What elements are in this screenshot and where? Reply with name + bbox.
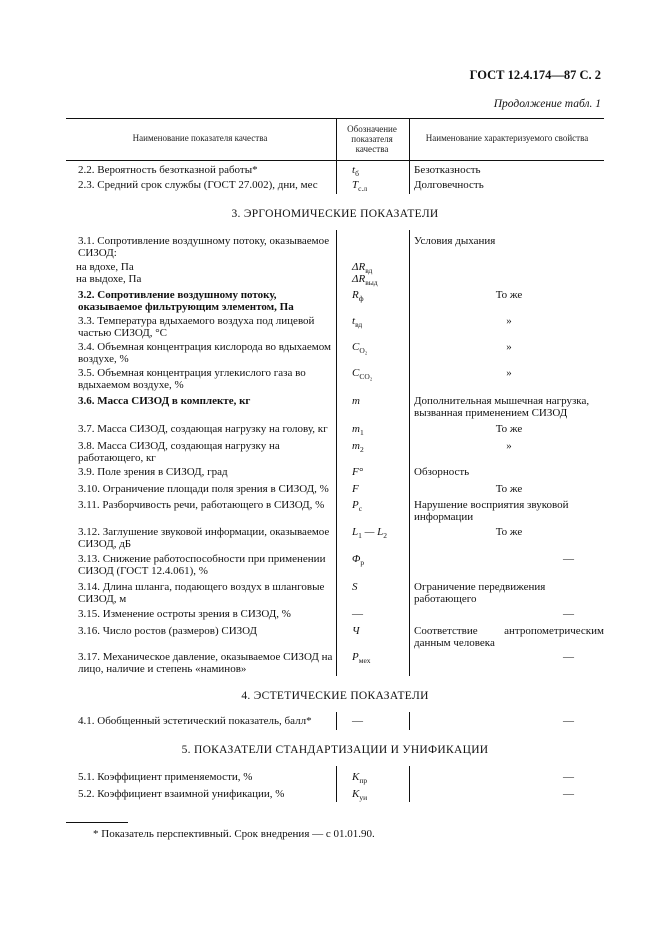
indicator-symbol: $t_б$ [352,164,359,179]
quality-indicator-name: 3.3. Температура вдыхаемого воздуха под лицевой частью СИЗОД, °С [78,315,315,339]
indicator-symbol: $C_{CO_2}$ [352,367,373,382]
characterized-property: — [563,608,574,620]
characterized-property: — [563,715,574,727]
quality-indicator-name: 2.2. Вероятность безотказной работы* [78,164,258,176]
footnote: * Показатель перспективный. Срок внедрения — с 01.01.90. [93,828,375,840]
table-top-rule [66,118,604,119]
quality-indicator-name: 3.13. Снижение работоспособности при применении СИЗОД (ГОСТ 12.4.061), % [78,553,326,577]
quality-indicator-name: 3.5. Объемная концентрация углекислого газа во вдыхаемом воздухе, % [78,367,306,391]
table-vrule [336,766,337,802]
table-continuation-label: Продолжение табл. 1 [493,98,601,110]
characterized-property: Дополнительная мышечная нагрузка, вызванная применением СИЗОД [414,395,590,419]
quality-indicator-name: 3.4. Объемная концентрация кислорода во вдыхаемом воздухе, % [78,341,331,365]
characterized-property: — [563,651,574,663]
characterized-property: » [506,341,512,353]
quality-indicator-name: 3.10. Ограничение площади поля зрения в СИЗОД, % [78,483,329,495]
indicator-symbol: S [352,581,358,593]
quality-indicator-name: 3.14. Длина шланга, подающего воздух в шланговые СИЗОД, м [78,581,325,605]
characterized-property: — [563,553,574,565]
table-vrule [409,766,410,802]
quality-indicator-name: 3.8. Масса СИЗОД, создающая нагрузку на работающего, кг [78,440,280,464]
table-vrule [336,118,337,194]
characterized-property: — [563,788,574,800]
indicator-symbol: $\Delta R_{вд}$ [352,261,373,276]
indicator-symbol: $t_{вд}$ [352,315,363,330]
document-header: ГОСТ 12.4.174—87 С. 2 [469,68,601,82]
quality-indicator-name: 3.16. Число ростов (размеров) СИЗОД [78,625,258,637]
indicator-symbol: $L_1$ — $L_2$ [352,526,388,541]
indicator-symbol: $K_{уи}$ [352,788,368,803]
indicator-symbol: $\Phi_р$ [352,553,365,568]
characterized-property: То же [495,526,523,538]
characterized-property: Безотказность [414,164,481,176]
indicator-symbol: F° [352,466,364,478]
characterized-property: Нарушение восприятия звуковой информации [414,499,569,523]
footnote-rule [66,822,128,823]
quality-indicator-name: 3.12. Заглушение звуковой информации, оказываемое СИЗОД, дБ [78,526,330,550]
table-vrule [409,118,410,194]
table-header-rule [66,160,604,161]
section-heading: 5. ПОКАЗАТЕЛИ СТАНДАРТИЗАЦИИ И УНИФИКАЦИИ [181,744,489,756]
section-heading: 4. ЭСТЕТИЧЕСКИЕ ПОКАЗАТЕЛИ [241,690,429,702]
indicator-symbol: $C_{O_2}$ [352,341,368,356]
col-header-name: Наименование показателя качества [132,133,268,143]
characterized-property: » [506,367,512,379]
characterized-property: То же [495,483,523,495]
quality-indicator-name: на выдохе, Па [76,273,142,285]
col-header-property: Наименование характеризуемого свойства [425,133,589,143]
quality-indicator-name: 2.3. Средний срок службы (ГОСТ 27.002), дни, мес [78,179,318,191]
characterized-property: То же [495,289,523,301]
table-vrule [336,712,337,730]
characterized-property: То же [495,423,523,435]
indicator-symbol: $m_1$ [352,423,364,438]
quality-indicator-name: 3.6. Масса СИЗОД в комплекте, кг [78,395,251,407]
quality-indicator-name: на вдохе, Па [76,261,134,273]
quality-indicator-name: 3.7. Масса СИЗОД, создающая нагрузку на голову, кг [78,423,328,435]
indicator-symbol: m [352,395,360,407]
quality-indicator-name: 5.1. Коэффициент применяемости, % [78,771,253,783]
characterized-property: — [563,771,574,783]
characterized-property: » [506,440,512,452]
characterized-property: Обзорность [414,466,470,478]
quality-indicator-name: 4.1. Обобщенный эстетический показатель, балл* [78,715,312,727]
indicator-symbol: — [352,608,363,620]
quality-indicator-name: 3.9. Поле зрения в СИЗОД, град [78,466,228,478]
quality-indicator-name: 3.17. Механическое давление, оказываемое СИЗОД на лицо, наличие и степень «наминов» [78,651,333,675]
quality-indicator-name: 3.1. Сопротивление воздушному потоку, оказываемое СИЗОД: [78,235,330,259]
characterized-property: Соответствие антропометрическим данным человека [414,625,604,649]
indicator-symbol: $P_{мех}$ [352,651,371,666]
table-vrule [336,230,337,676]
indicator-symbol: $T_{с.л}$ [352,179,368,194]
indicator-symbol: $\Delta R_{выд}$ [352,273,378,288]
quality-indicator-name: 3.15. Изменение остроты зрения в СИЗОД, % [78,608,291,620]
indicator-symbol: F [352,483,359,495]
table-vrule [409,712,410,730]
quality-indicator-name: 5.2. Коэффициент взаимной унификации, % [78,788,285,800]
characterized-property: » [506,315,512,327]
indicator-symbol: $m_2$ [352,440,364,455]
indicator-symbol: $R_ф$ [352,289,364,304]
section-heading: 3. ЭРГОНОМИЧЕСКИЕ ПОКАЗАТЕЛИ [231,208,439,220]
quality-indicator-name: 3.2. Сопротивление воздушному потоку, оказываемое фильтрующим элементом, Па [78,289,294,313]
table-vrule [409,230,410,676]
characterized-property: Долговечность [414,179,484,191]
quality-indicator-name: 3.11. Разборчивость речи, работающего в СИЗОД, % [78,499,325,511]
indicator-symbol: — [352,715,363,727]
indicator-symbol: $K_{пр}$ [352,771,368,786]
characterized-property: Условия дыхания [414,235,496,247]
indicator-symbol: Ч [352,625,360,637]
indicator-symbol: $P_c$ [352,499,363,514]
col-header-symbol: Обозначение показателя качества [347,124,397,154]
characterized-property: Ограничение передвижения работающего [414,581,546,605]
